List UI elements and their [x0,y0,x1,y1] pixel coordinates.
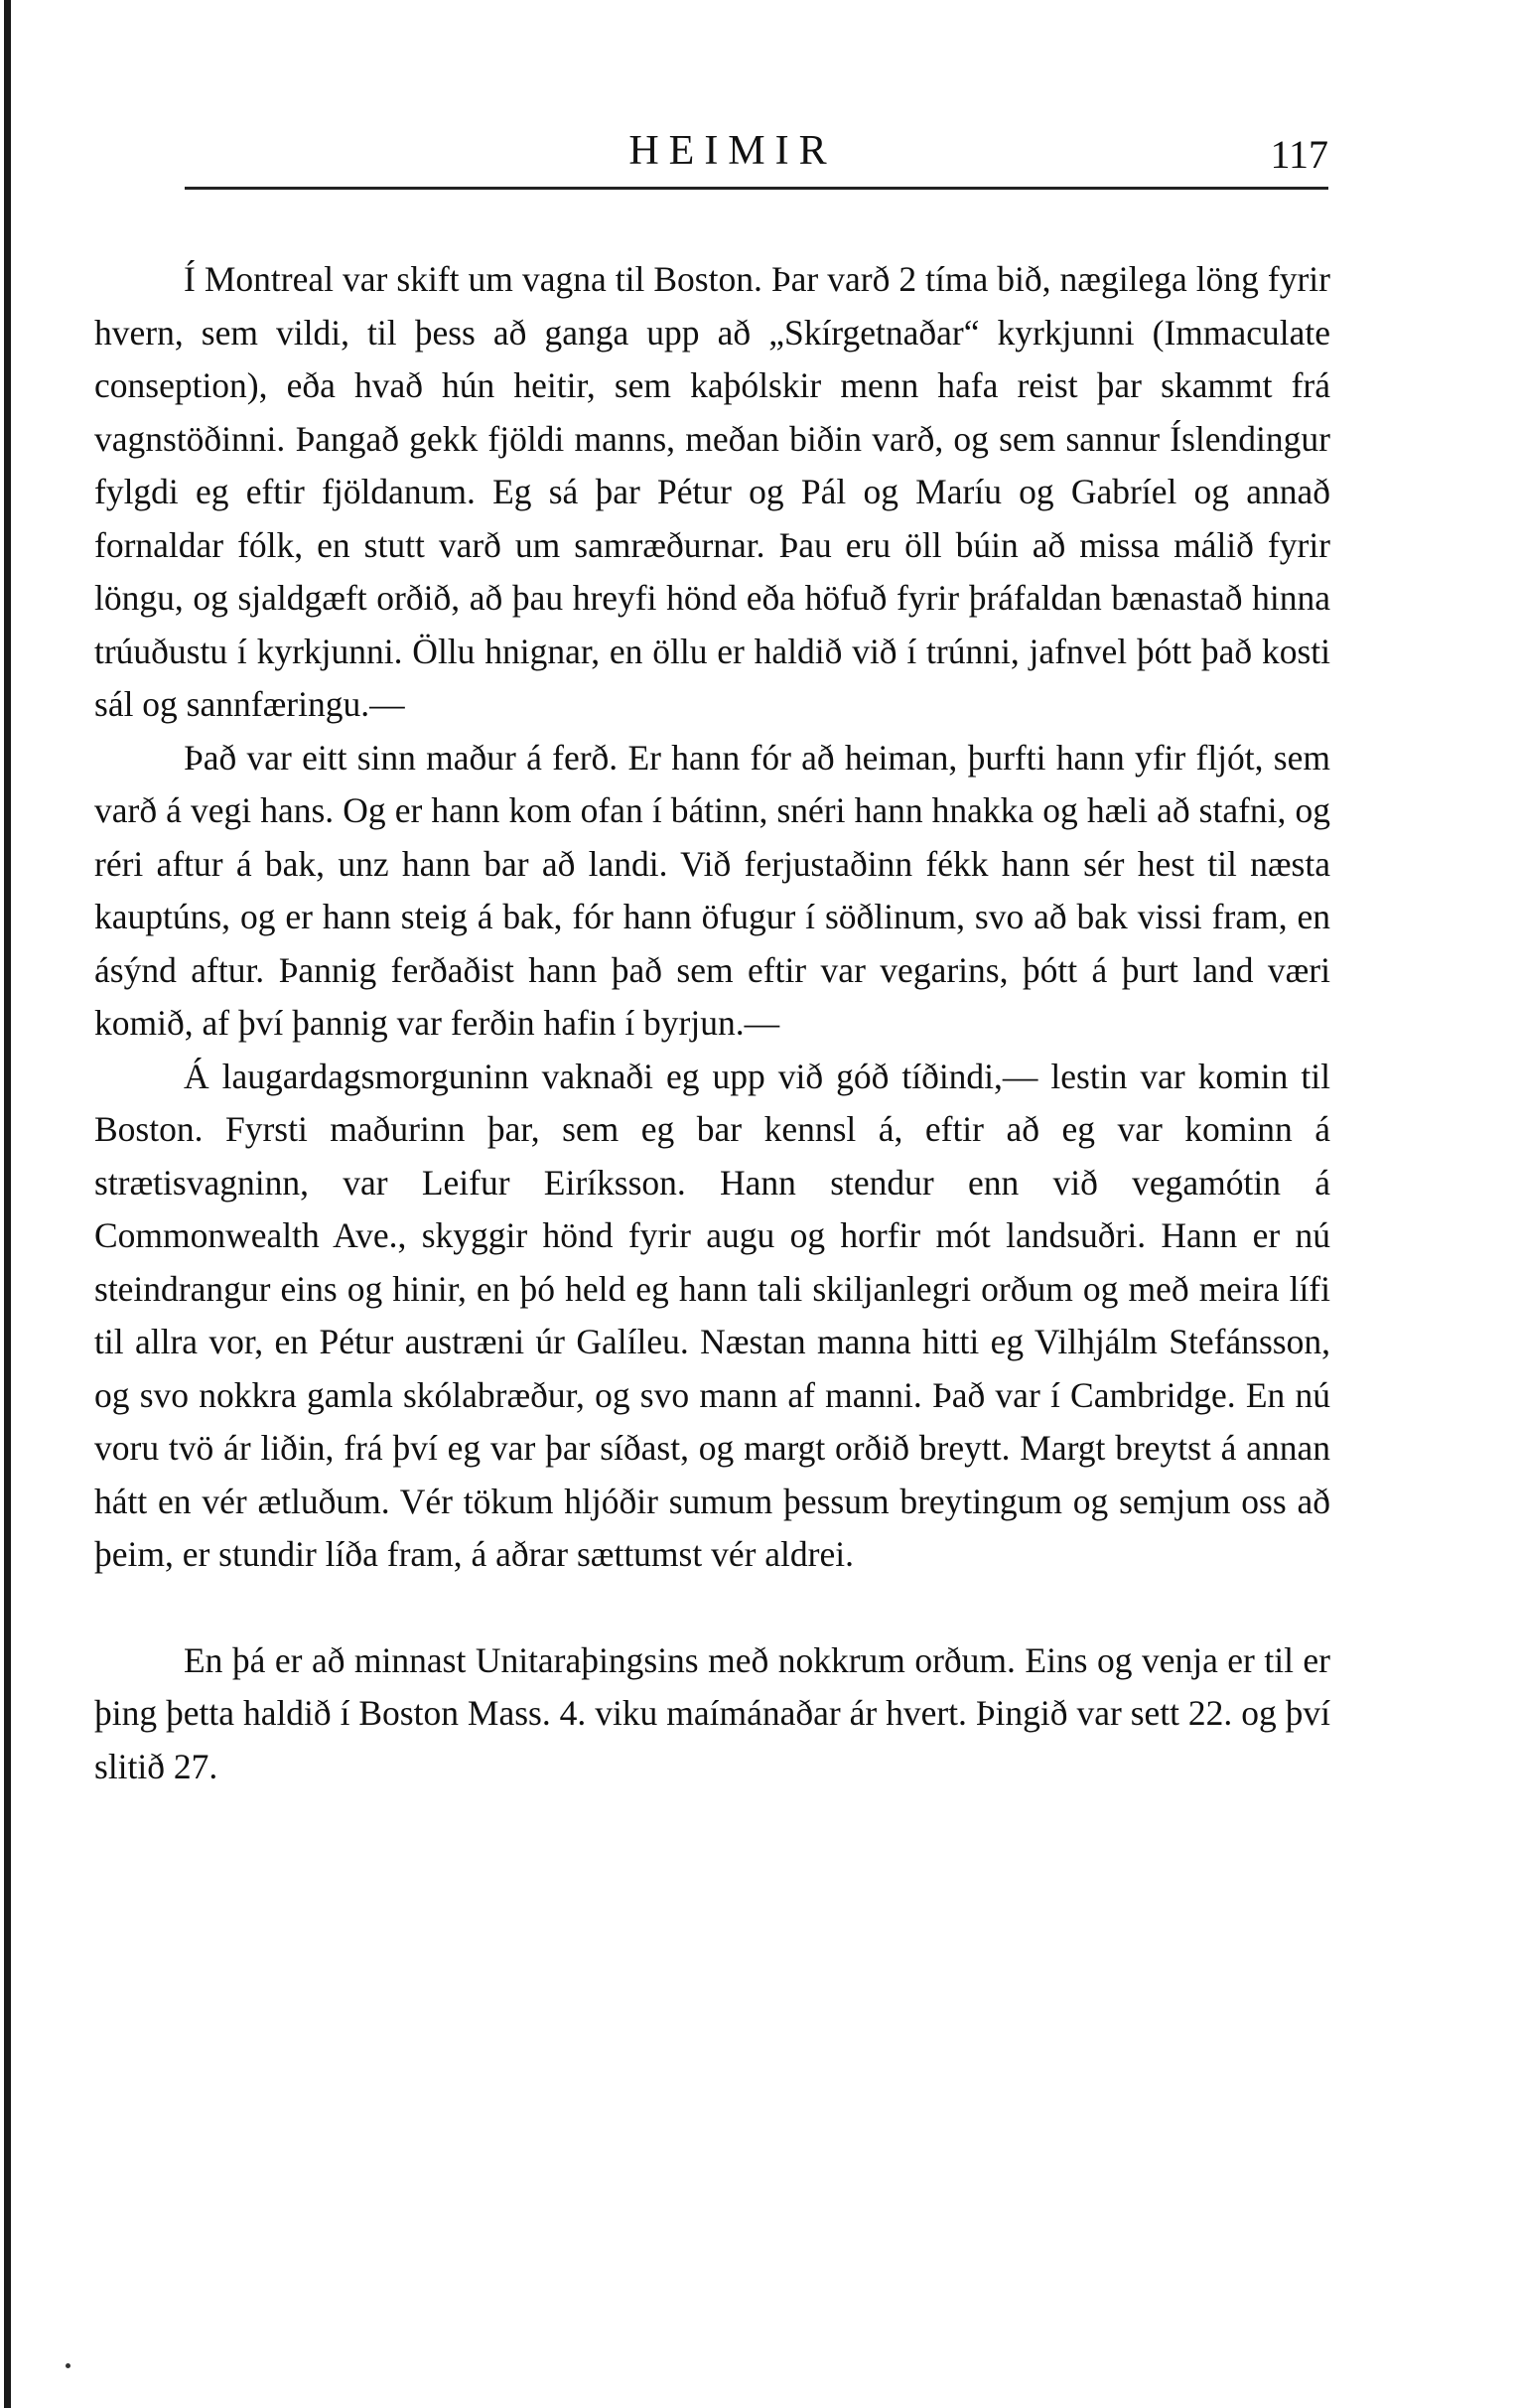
margin-speck [66,2363,70,2368]
page-edge-shadow [4,0,11,2408]
paragraph-unitarian-meeting: En þá er að minnast Unitaraþingsins með nokkrum orðum. Eins og venja er til er þing þetta haldið í Boston Mass. 4. viku maímánaðar ár hvert. Þingið var sett 22. og því slitið 27. [94,1639,1330,1786]
paragraph-traveller: Það var eitt sinn maður á ferð. Er hann fór að heiman, þurfti hann yfir fljót, sem varð á vegi hans. Og er hann kom ofan í bátinn, snéri hann hnakka og hæli að stafni, og réri aftur á bak, unz hann bar að landi. Við ferjustaðinn fékk hann sér hest til næsta kauptúns, og er hann steig á bak, fór hann öfugur í söðlinum, svo að bak vissi fram, en ásýnd aftur. Þannig ferðaðist hann það sem eftir var vegarins, þótt á þurt land væri komið, af því þannig var ferðin hafin í byrjun.— [94,737,1330,1043]
header-rule [185,187,1328,190]
running-head: HEIMIR [628,128,837,174]
page-body [94,253,1330,1793]
page-number: 117 [1270,132,1328,177]
paragraph-montreal: Í Montreal var skift um vagna til Boston. Þar varð 2 tíma bið, nægilega löng fyrir hvern, sem vildi, til þess að ganga upp að „Skírgetnaðar“ kyrkjunni (Immaculate conseption), eða hvað hún heitir, sem kaþólskir menn hafa reist þar skammt frá vagnstöðinni. Þangað gekk fjöldi manns, meðan biðin varð, og sem sannur Íslendingur fylgdi eg eftir fjöldanum. Eg sá þar Pétur og Pál og Maríu og Gabríel og annað fornaldar fólk, en stutt varð um samræðurnar. Þau eru öll búin að missa málið fyrir löngu, og sjaldgæft orðið, að þau hreyfi hönd eða höfuð fyrir þráfaldan bænastað hinna trúuðustu í kyrkjunni. Öllu hnignar, en öllu er haldið við í trúnni, jafnvel þótt það kosti sál og sannfæringu.— [94,259,1330,724]
paragraph-boston-arrival: Á laugardagsmorguninn vaknaði eg upp við góð tíðindi,— lestin var komin til Boston. Fyrsti maðurinn þar, sem eg bar kennsl á, eftir að eg var kominn á strætisvagninn, var Leifur Eiríksson. Hann stendur enn við vegamótin á Commonwealth Ave., skyggir hönd fyrir augu og horfir mót landsuðri. Hann er nú steindrangur eins og hinir, en þó held eg hann tali skiljanlegri orðum og með meira lífi til allra vor, en Pétur austræni úr Galíleu. Næstan manna hitti eg Vilhjálm Stefánsson, og svo nokkra gamla skólabræður, og svo mann af manni. Það var í Cambridge. En nú voru tvö ár liðin, frá því eg var þar síðast, og margt orðið breytt. Margt breytst á annan hátt en vér ætluðum. Vér tökum hljóðir sumum þessum breytingum og semjum oss að þeim, er stundir líða fram, á aðrar sættumst vér aldrei. [94,1056,1330,1574]
page-header [137,117,1328,177]
